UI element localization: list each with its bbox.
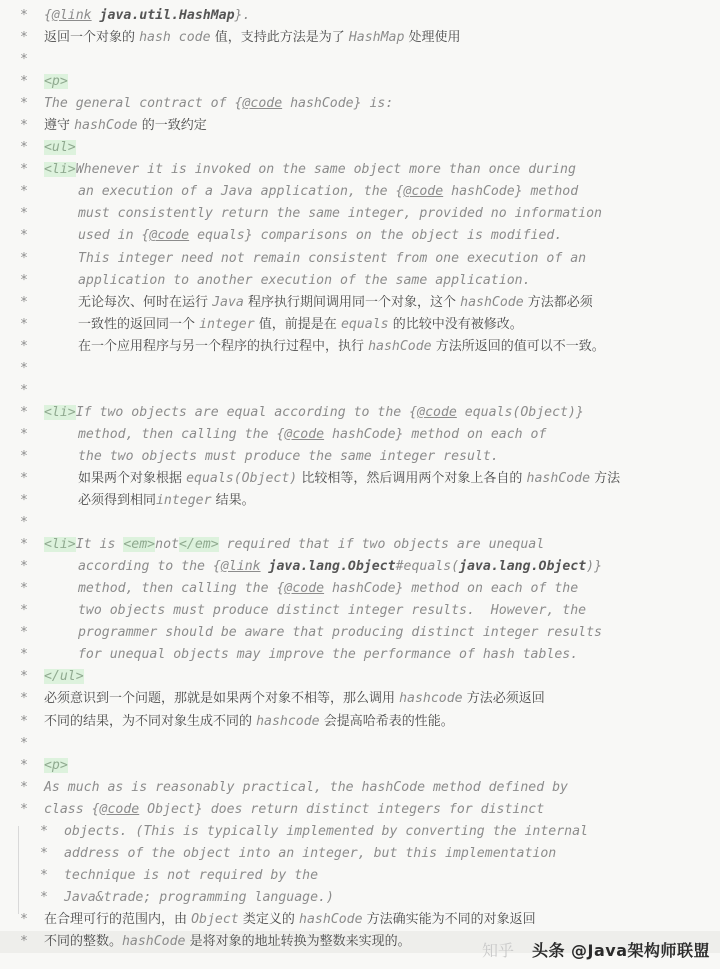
code-line: * two objects must produce distinct integer results. However, the <box>20 603 587 619</box>
code-line: * address of the object into an integer, but this implementation <box>40 845 557 861</box>
code-line: * <box>20 735 28 751</box>
code-line: * must consistently return the same integer, provided no information <box>20 206 602 222</box>
code-line-current: * 不同的整数。hashCode 是将对象的地址转换为整数来实现的。 <box>0 931 720 953</box>
code-line: * method, then calling the {@code hashCode} method on each of the <box>20 581 579 597</box>
code-line: * method, then calling the {@code hashCode} method on each of <box>20 426 547 442</box>
code-line: * <ul> <box>20 140 76 156</box>
code-line: * 返回一个对象的 hash code 值，支持此方法是为了 HashMap 处理使用 <box>20 30 461 46</box>
code-line: * The general contract of {@code hashCode} is: <box>20 96 394 112</box>
code-line: * Java&trade; programming language.) <box>40 889 334 905</box>
code-line: * <box>20 515 28 531</box>
code-line: * As much as is reasonably practical, the hashCode method defined by <box>20 779 568 795</box>
code-line: * 一致性的返回同一个 integer 值，前提是在 equals 的比较中没有被修改。 <box>20 316 523 332</box>
code-line: * 在合理可行的范围内，由 Object 类定义的 hashCode 方法确实能为不同的对象返回 <box>20 911 536 927</box>
code-line: * 必须意识到一个问题，那就是如果两个对象不相等，那么调用 hashcode 方法必须返回 <box>20 691 545 707</box>
code-line: * class {@code Object} does return distinct integers for distinct <box>20 801 545 817</box>
watermark: 头条 @Java架构师联盟 <box>531 941 710 960</box>
code-line: * objects. (This is typically implemented by converting the internal <box>40 823 588 839</box>
code-line: * technique is not required by the <box>40 867 319 883</box>
code-line: * </ul> <box>20 669 84 685</box>
code-line: * <box>20 382 28 398</box>
code-line: * <li>It is <em>not</em> required that if two objects are unequal <box>20 537 545 553</box>
code-line: * according to the {@link java.lang.Object#equals(java.lang.Object)} <box>20 559 603 575</box>
code-line: * <p> <box>20 757 68 773</box>
code-line: * 如果两个对象根据 equals(Object) 比较相等，然后调用两个对象上各自的 hashCode 方法 <box>20 470 621 486</box>
code-line: * 在一个应用程序与另一个程序的执行过程中，执行 hashCode 方法所返回的值可以不一致。 <box>20 338 605 354</box>
code-line: * used in {@code equals} comparisons on the object is modified. <box>20 228 563 244</box>
indent-guide <box>18 826 19 914</box>
code-line: * the two objects must produce the same integer result. <box>20 448 499 464</box>
code-line: * <p> <box>20 74 68 90</box>
watermark-faded: 知乎 <box>482 941 515 960</box>
code-line: * 不同的结果，为不同对象生成不同的 hashcode 会提高哈希表的性能。 <box>20 713 454 729</box>
code-line: * <li>If two objects are equal according to the {@code equals(Object)} <box>20 404 584 420</box>
code-line: * 必须得到相同integer 结果。 <box>20 493 255 509</box>
code-editor[interactable] <box>0 5 720 953</box>
code-line: * application to another execution of the same application. <box>20 272 531 288</box>
code-line: * <box>20 52 28 68</box>
code-line: * an execution of a Java application, the {@code hashCode} method <box>20 184 579 200</box>
code-line: * programmer should be aware that producing distinct integer results <box>20 625 602 641</box>
code-line: * for unequal objects may improve the performance of hash tables. <box>20 647 579 663</box>
code-line: * <li>Whenever it is invoked on the same object more than once during <box>20 162 576 178</box>
code-line: * This integer need not remain consistent from one execution of an <box>20 250 587 266</box>
code-line: * {@link java.util.HashMap}. <box>20 8 251 23</box>
code-line: * 遵守 hashCode 的一致约定 <box>20 118 207 134</box>
code-line: * <box>20 360 28 376</box>
code-line: * 无论每次、何时在运行 Java 程序执行期间调用同一个对象，这个 hashCode 方法都必须 <box>20 294 593 310</box>
